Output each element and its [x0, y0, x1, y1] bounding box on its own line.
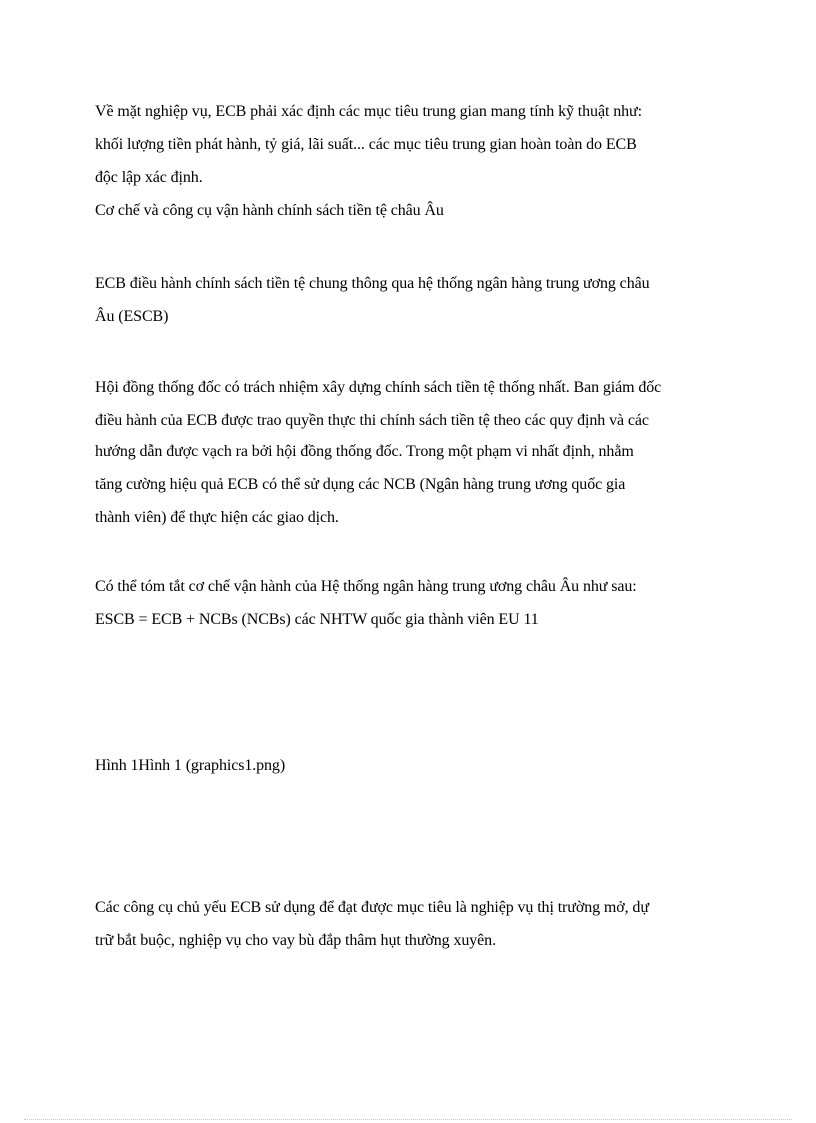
paragraph-4-line-1: Có thể tóm tắt cơ chế vận hành của Hệ thống ngân hàng trung ương châu Âu như sau: [95, 578, 637, 595]
paragraph-5-line-2: trữ bắt buộc, nghiệp vụ cho vay bù đắp thâm hụt thường xuyên. [95, 932, 496, 949]
paragraph-3-line-1: Hội đồng thống đốc có trách nhiệm xây dựng chính sách tiền tệ thống nhất. Ban giám đốc [95, 379, 662, 396]
paragraph-3-line-5: thành viên) để thực hiện các giao dịch. [95, 509, 339, 526]
paragraph-2-line-1: ECB điều hành chính sách tiền tệ chung thông qua hệ thống ngân hàng trung ương châu [95, 275, 650, 292]
paragraph-3-line-4: tăng cường hiệu quả ECB có thể sử dụng các NCB (Ngân hàng trung ương quốc gia [95, 476, 626, 493]
paragraph-3-line-3: hướng dẫn được vạch ra bởi hội đồng thống đốc. Trong một phạm vi nhất định, nhằm [95, 443, 634, 460]
page-bottom-edge [24, 1119, 792, 1120]
figure-caption: Hình 1Hình 1 (graphics1.png) [95, 757, 286, 774]
paragraph-5-line-1: Các công cụ chủ yếu ECB sử dụng để đạt được mục tiêu là nghiệp vụ thị trường mở, dự [95, 899, 649, 916]
paragraph-1-line-1: Về mặt nghiệp vụ, ECB phải xác định các mục tiêu trung gian mang tính kỹ thuật như: [95, 103, 642, 120]
section-heading: Cơ chế và công cụ vận hành chính sách tiền tệ châu Âu [95, 202, 444, 219]
paragraph-1-line-3: độc lập xác định. [95, 169, 203, 186]
paragraph-1-line-2: khối lượng tiền phát hành, tỷ giá, lãi suất... các mục tiêu trung gian hoàn toàn do ECB [95, 136, 637, 153]
paragraph-2-line-2: Âu (ESCB) [95, 308, 169, 325]
paragraph-3-line-2: điều hành của ECB được trao quyền thực thi chính sách tiền tệ theo các quy định và các [95, 412, 649, 429]
paragraph-4-line-2: ESCB = ECB + NCBs (NCBs) các NHTW quốc gia thành viên EU 11 [95, 611, 539, 628]
